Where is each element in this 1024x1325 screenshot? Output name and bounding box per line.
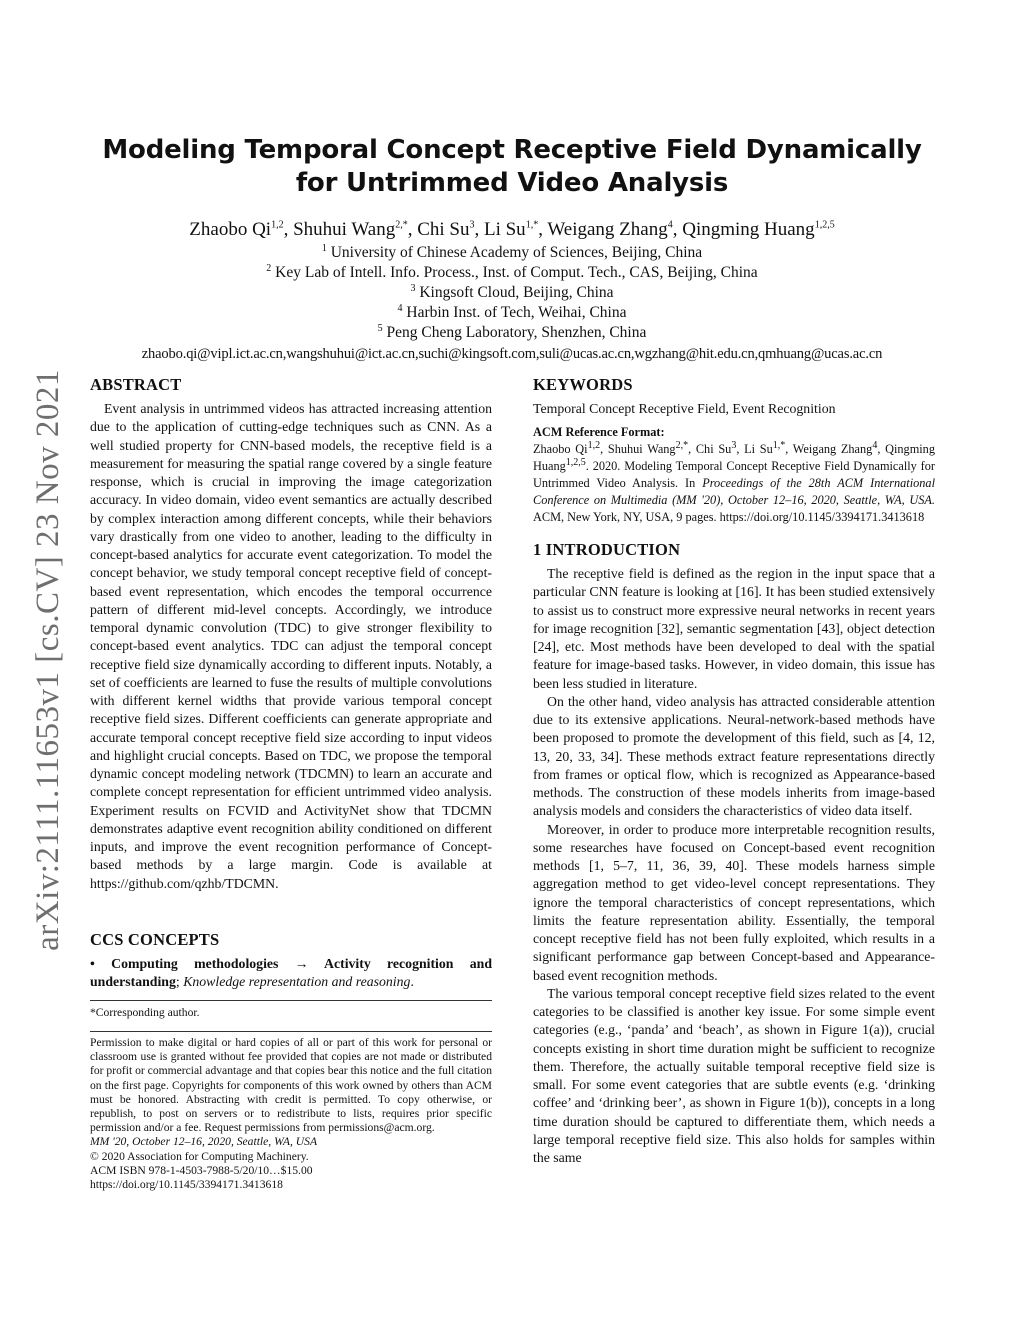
copyright-line: © 2020 Association for Computing Machinery. (90, 1149, 309, 1163)
keywords-text: Temporal Concept Receptive Field, Event Recognition (533, 401, 836, 416)
doi-link[interactable]: https://doi.org/10.1145/3394171.3413618 (90, 1178, 283, 1192)
introduction-body (533, 565, 935, 1167)
affiliation-1: $^1$ University of Chinese Academy of Sciences, Beijing, China (321, 242, 703, 261)
author: Li $Su^{1,*}$, (483, 219, 548, 240)
ccs-heading: CCS CONCEPTS (90, 930, 220, 949)
acm-reference (533, 424, 935, 527)
author-emails: zhaobo.qi@vipl.ict.ac.cn,wangshuhui@ict.ac.cn,suchi@kingsoft.com,suli@ucas.ac.cn,wgzhang@hit.edu.cn,qmhuang@ucas.ac.cn (141, 346, 883, 362)
abstract-heading: ABSTRACT (90, 375, 182, 394)
affiliation-3: $^3$ Kingsoft Cloud, Beijing, China (410, 282, 614, 301)
author: Shuhui Wang$^{2,*}$, (293, 219, 418, 240)
ccs-concepts: • Computing methodologies → Activity recognition and understanding; Knowledge representation and reasoning. (90, 956, 492, 990)
permission-block (90, 1036, 492, 1192)
abstract-body (90, 400, 492, 893)
ccs-italic: Knowledge representation and reasoning (183, 974, 411, 990)
permission-rule (90, 1031, 492, 1032)
permission-text: Permission to make digital or hard copies of all or part of this work for personal or classroom use is granted without fee provided that copies are not made or distributed for profit or commercial advantage and that copies bear this notice and the full citation on the first page. Copyrights for components of this work owned by others than ACM must be honored. Abstracting with credit is permitted. To copy otherwise, or republish, to post on servers or to redistribute to lists, requires prior specific permission and/or a fee. Request permissions from permissions@acm.org. (90, 1036, 492, 1135)
author: Weigang Zhang$^4$, (547, 219, 683, 240)
author-list (40, 218, 984, 242)
affiliation-4: $^4$ Harbin Inst. of Tech, Weihai, China (397, 302, 627, 321)
abstract-paragraph: Event analysis in untrimmed videos has attracted increasing attention due to the application of cutting-edge techniques such as CNN. As a well studied property for CNN-based models, the receptive field is a measurement for measuring the spatial range covered by a single feature response, which is crucial in improving the image categorization accuracy. In video domain, video event semantics are actually described by complex interaction among different concepts, while their behaviors vary drastically from one video to another, leading to the difficulty in concept-based analytics for accurate event categorization. To model the concept behavior, we study temporal concept receptive field of concept-based event representation, which encodes the temporal occurrence pattern of different mid-level concepts. Accordingly, we introduce temporal dynamic convolution (TDC) to give stronger flexibility to concept-based event analytics. TDC can adjust the temporal concept receptive field size dynamically according to different inputs. Notably, a set of coefficients are learned to fuse the results of multiple convolutions with different kernel widths that provide various temporal concept receptive field sizes. Different coefficients can generate appropriate and accurate temporal concept receptive field size according to input videos and highlight crucial concepts. Based on TDC, we propose the temporal dynamic concept modeling network (TDCMN) to learn an accurate and complete concept representation for efficient untrimmed video analysis. Experiment results on FCVID and ActivityNet show that TDCMN demonstrates adaptive event recognition ability conditioned on different inputs, and improve the event recognition performance of Concept-based methods by a large margin. Code is available at https://github.com/qzhb/TDCMN. (90, 401, 492, 891)
isbn-line: ACM ISBN 978-1-4503-7988-5/20/10…$15.00 (90, 1163, 313, 1177)
intro-paragraph-2: On the other hand, video analysis has attracted considerable attention due to its extensive applications. Neural-network-based methods have been proposed to promote the development of this field, such as [4, 12, 13, 20, 33, 34]. These methods extract feature representations directly from frames or optical flow, which is recognized as Appearance-based methods. The construction of these models inherits from image-based analysis models and considers the characteristics of video data itself. (533, 693, 935, 819)
affiliation-2: $^2$ Key Lab of Intell. Info. Process., Inst. of Comput. Tech., CAS, Beijing, China (266, 262, 758, 281)
introduction-heading: 1 INTRODUCTION (533, 540, 681, 559)
intro-paragraph-4: The various temporal concept receptive field sizes related to the event categories to be classified is another key issue. For some simple event categories (e.g., ‘panda’ and ‘beach’, as shown in Figure 1(a)), crucial concepts existing in short time duration might be sufficient to recognize them. Therefore, the actually suitable temporal receptive field size is small. For some event categories that are subtle events (e.g. ‘drinking coffee’ and ‘drinking beer’, as shown in Figure 1(b)), concepts in a long time duration should be captured to differentiate them, which needs a large temporal receptive field size. This also holds for samples within the same (533, 985, 935, 1165)
arxiv-sidebar-stamp: arXiv:2111.11653v1 [cs.CV] 23 Nov 2021 (30, 369, 66, 951)
ccs-bold: • Computing methodologies → Activity recognition and understanding (90, 956, 492, 990)
venue-line: MM '20, October 12–16, 2020, Seattle, WA, USA (90, 1135, 318, 1149)
author: Zhaobo Qi$^{1,2}$, (189, 219, 294, 240)
affiliation-5: $^5$ Peng Cheng Laboratory, Shenzhen, China (377, 322, 647, 341)
paper-title (80, 134, 944, 200)
intro-paragraph-3: Moreover, in order to produce more interpretable recognition results, some researches have focused on Concept-based event recognition methods [1, 5–7, 11, 36, 39, 40]. These models harness simple aggregation method to get video-level concept representations. They ignore the temporal characteristics of concept representations, which limits the feature representation ability. Essentially, the temporal concept receptive field has not been fully exploited, which results in a significant performance gap between Concept-based and Appearance-based event recognition methods. (533, 821, 935, 983)
title-line-1: Modeling Temporal Concept Receptive Field Dynamically (102, 135, 922, 165)
corresponding-footnote: *Corresponding author. (90, 1006, 200, 1019)
acm-reference-body: Zhaobo Qi$^{1,2}$, Shuhui Wang$^{2,*}$, Chi Su$^3$, Li $Su^{1,*}$, Weigang Zhang$^4$, Qingming Huang$^{1,2,5}$. 2020. Modeling Temporal Concept Receptive Field Dynamically for Untrimmed Video Analysis. In Proceedings of the 28th ACM International Conference on Multimedia (MM '20), October 12–16, 2020, Seattle, WA, USA. ACM, New York, NY, USA, 9 pages. https://doi.org/10.1145/3394171.3413618 (533, 440, 935, 525)
intro-paragraph-1: The receptive field is defined as the region in the input space that a particular CNN feature is looking at [16]. It has been studied extensively to assist us to construct more expressive neural networks in recent years for image recognition [32], semantic segmentation [43], object detection [24], etc. Most methods have been developed to deal with the spatial feature for image-based tasks. However, in video domain, this issue has been less studied in literature. (533, 566, 935, 691)
author: Qingming Huang$^{1,2,5}$ (682, 219, 835, 240)
acm-reference-heading: ACM Reference Format: (533, 425, 665, 439)
footnote-rule (90, 1000, 492, 1001)
title-line-2: for Untrimmed Video Analysis (295, 168, 729, 198)
keywords-heading: KEYWORDS (533, 375, 633, 394)
author: Chi Su$^3$, (417, 219, 484, 240)
